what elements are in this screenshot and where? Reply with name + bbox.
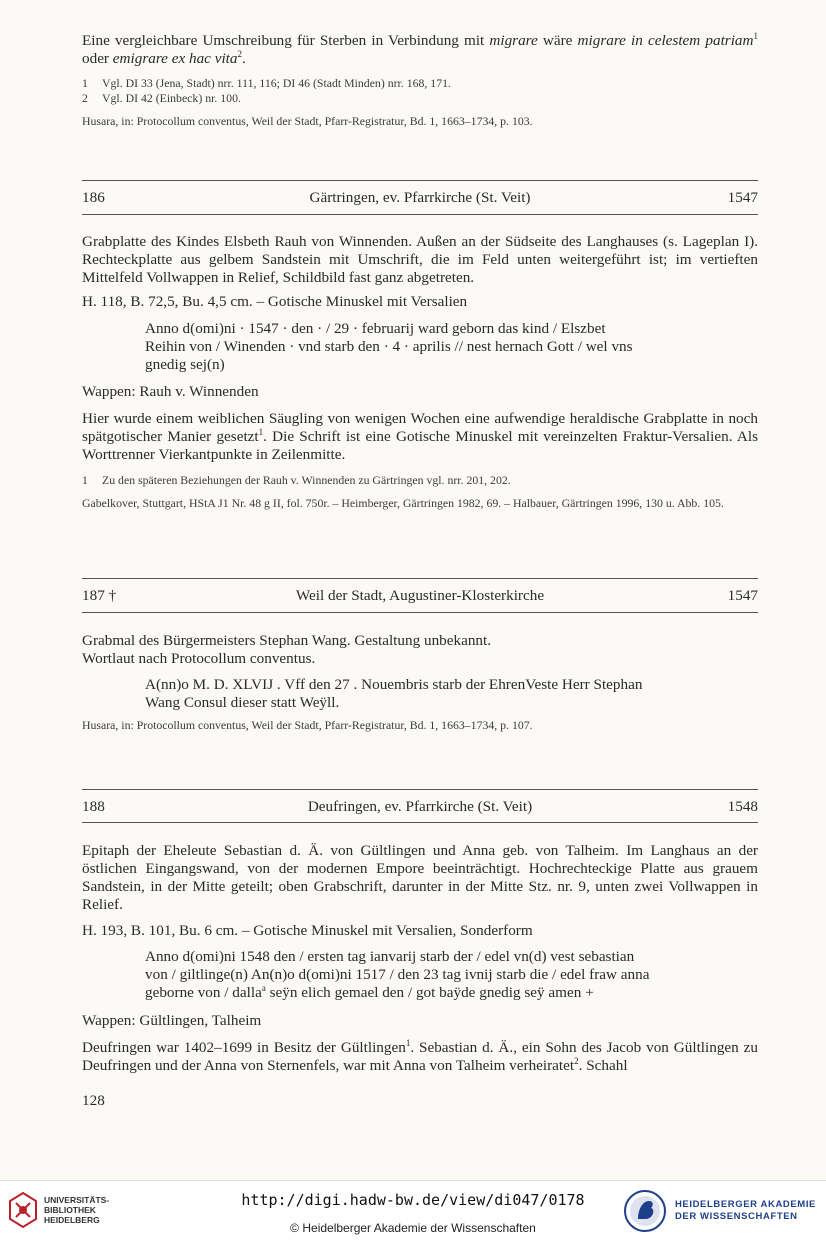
intro-text-b: wäre [537,32,578,49]
source-citation: Husara, in: Protocollum conventus, Weil der Stadt, Pfarr-Registratur, Bd. 1, 1663–1734, p. 103. [82,114,533,128]
commentary-text-a: Hier wurde einem weiblichen Säugling von wenigen Wochen eine aufwendige heraldische Grabplatte in noch spätgotischer Manier gesetzt [82,410,758,445]
inscription-text-b: seÿn elich gemael den / got baÿde gnedig seÿ amen + [265,984,594,1001]
intro-footnotes [82,76,758,106]
arms-line: Wappen: Gültlingen, Talheim [82,1012,262,1029]
inscription-line: Wang Consul dieser statt Weÿll. [145,694,340,711]
intro-source [82,114,758,129]
footnote [82,473,758,488]
entry-location: Deufringen, ev. Pfarrkirche (St. Veit) [307,798,533,815]
description-line: Wortlaut nach Protocollum conventus. [82,650,316,667]
inscription-line: von / giltlinge(n) An(n)o d(omi)ni 1517 / den 23 tag ivnij starb die / edel fraw anna [145,966,650,983]
commentary-text-a: Deufringen war 1402–1699 in Besitz der Gültlingen [82,1039,406,1056]
entry-rule-bottom [82,612,758,613]
commentary-text-b: . Sebastian d. Ä., ein Sohn des Jacob von Gültlingen zu Deufringen und der Anna von Sternenfels, war mit Anna von Talheim verheiratet [82,1039,759,1074]
footnote-ref: 2 [574,1055,579,1066]
entry-186-description [82,233,758,287]
description-line: Grabmal des Bürgermeisters Stephan Wang. Gestaltung unbekannt. [82,632,492,649]
footnote-text: Zu den späteren Beziehungen der Rauh v. Winnenden zu Gärtringen vgl. nrr. 201, 202. [102,473,511,487]
inscription-text-a: geborne von / dalla [145,984,262,1001]
entry-number: 188 [82,798,105,815]
permalink-url[interactable]: http://digi.hadw-bw.de/view/di047/0178 [241,1191,585,1209]
commentary-text-c: . Schahl [578,1057,628,1074]
entry-188-dimensions [82,922,758,940]
footnote-number: 1 [82,76,88,90]
literature-citation: Gabelkover, Stuttgart, HStA J1 Nr. 48 g II, fol. 750r. – Heimberger, Gärtringen 1982, 69. – Halbauer, Gärtringen 1996, 130 u. Abb. 105. [82,496,724,510]
footnote-text: Vgl. DI 33 (Jena, Stadt) nrr. 111, 116; DI 46 (Stadt Minden) nrr. 168, 171. [102,76,451,90]
intro-block [82,32,758,68]
academy-logo[interactable] [623,1189,816,1233]
academy-seal-icon [623,1189,667,1233]
intro-italic-migrare: migrare [489,32,538,49]
inscription-line: A(nn)o M. D. XLVIJ . Vff den 27 . Nouembris starb der EhrenVeste Herr Stephan [145,676,643,693]
entry-187-description [82,632,758,668]
footnote-ref: 1 [258,426,264,437]
entry-186-commentary [82,410,758,464]
page-number: 128 [82,1092,105,1109]
inscription-line: gnedig sej(n) [145,356,225,373]
intro-italic-vita: emigrare ex hac vita [112,50,238,67]
entry-year: 1547 [727,189,758,206]
uni-line: BIBLIOTHEK [44,1205,96,1215]
entry-rule-bottom [82,822,758,823]
footnote-ref: 1 [405,1037,411,1048]
footnote [82,91,758,106]
entry-187-source [82,718,758,733]
entry-year: 1548 [727,798,758,815]
entry-location: Weil der Stadt, Augustiner-Klosterkirche [295,587,545,604]
footnote-number: 1 [82,473,88,487]
footnote-ref-1: 1 [753,30,758,41]
entry-188-description [82,842,758,914]
inscription-line: Reihin von / Winenden · vnd starb den · 4 · aprilis // nest hernach Gott / wel vns [145,338,633,355]
academy-line: DER WISSENSCHAFTEN [674,1211,798,1222]
academy-name [675,1199,816,1223]
entry-rule-top [82,180,758,181]
inscription-line: Anno d(omi)ni 1548 den / ersten tag ianvarij starb der / edel vn(d) vest sebastian [145,948,635,965]
entry-location: Gärtringen, ev. Pfarrkirche (St. Veit) [309,189,531,206]
intro-paragraph [82,32,758,68]
entry-188-arms [82,1012,758,1030]
academy-line: HEIDELBERGER AKADEMIE [674,1199,816,1210]
inscription-line [145,984,705,1002]
description-paragraph: Grabplatte des Kindes Elsbeth Rauh von Winnenden. Außen an der Südseite des Langhauses (s. Lageplan I). Rechteckplatte aus gelbem Sandstein mit Umschrift, die im Feld unten weitergeführt ist; im vertieften Mittelfeld Vollwappen in Relief, Schildbild fast ganz abgetreten. [82,233,758,286]
footnote [82,76,758,91]
footnote-text: Vgl. DI 42 (Einbeck) nr. 100. [102,91,241,105]
source-citation: Husara, in: Protocollum conventus, Weil der Stadt, Pfarr-Registratur, Bd. 1, 1663–1734, p. 107. [82,718,533,732]
inscription-line: Anno d(omi)ni · 1547 · den · / 29 · februarij ward geborn das kind / Elszbet [145,320,606,337]
commentary-text-b: . Die Schrift ist eine Gotische Minuskel mit vereinzelten Fraktur-Versalien. Als Worttrenner Vierkantpunkte in Zeilenmitte. [82,428,758,463]
entry-rule-top [82,578,758,579]
viewer-footer [0,1180,826,1242]
entry-rule-bottom [82,214,758,215]
entry-188-commentary [82,1039,758,1075]
uni-line: UNIVERSITÄTS- [44,1195,110,1205]
uni-line: HEIDELBERG [44,1215,100,1225]
entry-rule-top [82,789,758,790]
entry-186-arms [82,383,758,401]
description-paragraph: Epitaph der Eheleute Sebastian d. Ä. von Gültlingen und Anna geb. von Talheim. Im Langhaus an der östlichen Eingangswand, von der modernen Empore beeinträchtigt. Hochrechteckige Platte aus grauem Sandstein, in der Mitte geteilt; oben Grabschrift, darunter in der Mitte Stz. nr. 9, unten zwei Vollwappen in Relief. [82,842,758,913]
intro-text-d: . [242,50,246,67]
entry-year: 1547 [727,587,758,604]
commentary-paragraph [82,1039,758,1075]
arms-line: Wappen: Rauh v. Winnenden [82,383,259,400]
entry-number: 186 [82,189,105,206]
entry-186-literature [82,496,758,511]
apparatus-ref: a [261,982,266,993]
entry-number: 187 † [82,587,117,604]
intro-italic-patriam: migrare in celestem patriam [577,32,754,49]
commentary-paragraph [82,410,758,464]
dimensions-line: H. 193, B. 101, Bu. 6 cm. – Gotische Minuskel mit Versalien, Sonderform [82,922,533,939]
dimensions-line: H. 118, B. 72,5, Bu. 4,5 cm. – Gotische Minuskel mit Versalien [82,293,468,310]
footnote-number: 2 [82,91,88,105]
entry-186-dimensions [82,293,758,311]
intro-text-c: oder [82,50,113,67]
footnote-ref-2: 2 [237,48,242,59]
intro-text-a: Eine vergleichbare Umschreibung für Sterben in Verbindung mit [82,32,490,49]
copyright-notice: © Heidelberger Akademie der Wissenschaften [290,1221,536,1235]
entry-186-footnotes [82,473,758,488]
